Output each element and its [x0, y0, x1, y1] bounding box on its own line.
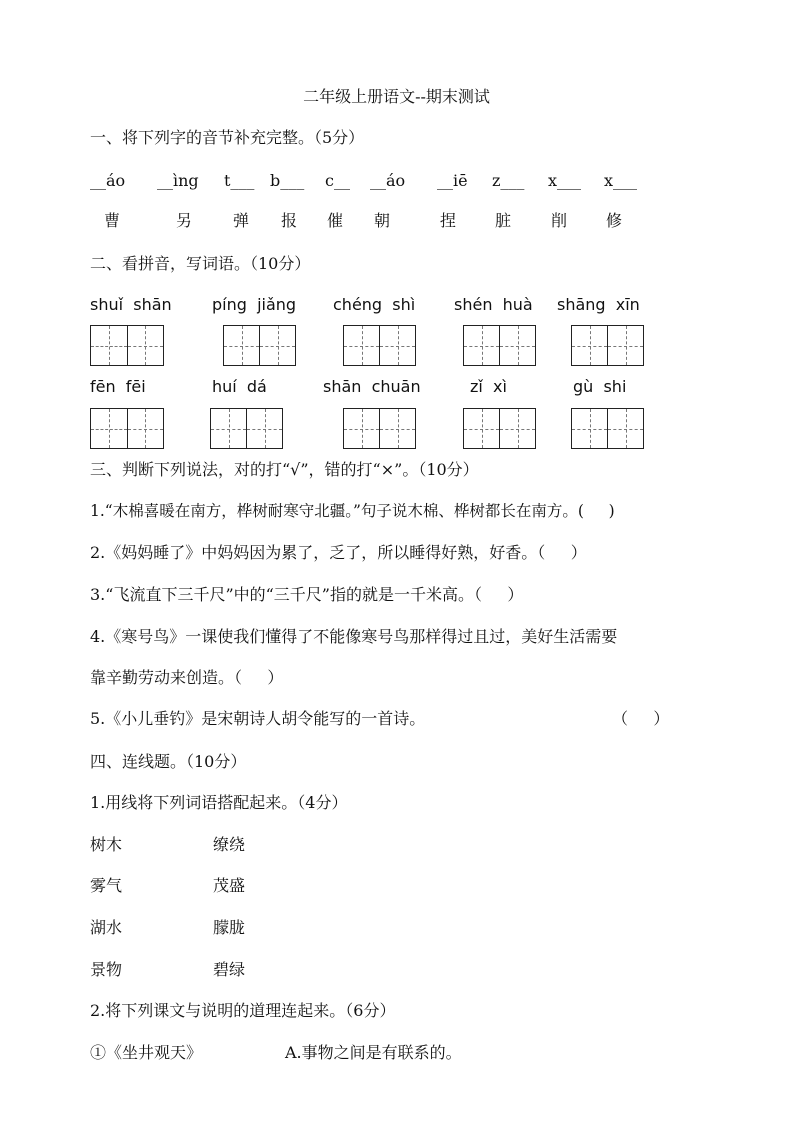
syllable-blank: c__: [325, 171, 350, 190]
answer-brackets: （ ）: [612, 709, 670, 728]
section3-heading: 三、判断下列说法，对的打“√”，错的打“×”。（10分）: [90, 460, 479, 479]
writing-grid[interactable]: [90, 325, 164, 366]
syllable-blank: __áo: [370, 171, 406, 190]
pinyin-label: shén huà: [454, 295, 533, 314]
matching-subheading: 2.将下列课文与说明的道理连起来。（6分）: [90, 1001, 396, 1020]
match-right-word[interactable]: 朦胧: [213, 918, 246, 937]
hanzi: 另: [176, 211, 193, 230]
judgment-item: 2.《妈妈睡了》中妈妈因为累了，乏了，所以睡得好熟，好香。（ ）: [90, 543, 587, 562]
syllable-blank: x___: [548, 171, 582, 190]
match-lesson[interactable]: ①《坐井观天》: [90, 1043, 203, 1062]
writing-grid[interactable]: [90, 408, 164, 449]
hanzi: 脏: [495, 211, 512, 230]
hanzi: 报: [281, 211, 298, 230]
writing-grid[interactable]: [223, 325, 296, 366]
writing-grid[interactable]: [343, 408, 416, 449]
pinyin-label: huí dá: [212, 377, 267, 396]
hanzi: 曹: [104, 211, 121, 230]
syllable-blank: __áo: [90, 171, 126, 190]
hanzi: 催: [327, 211, 344, 230]
syllable-blank: __iē: [437, 171, 468, 190]
hanzi: 捏: [440, 211, 457, 230]
match-right-word[interactable]: 缭绕: [213, 835, 246, 854]
syllable-blank: t___: [224, 171, 255, 190]
pinyin-label: shāng xīn: [557, 295, 640, 314]
match-left-word[interactable]: 雾气: [90, 876, 123, 895]
writing-grid[interactable]: [571, 408, 644, 449]
judgment-item: 5.《小儿垂钓》是宋朝诗人胡令能写的一首诗。: [90, 709, 426, 728]
section2-heading: 二、看拼音，写词语。（10分）: [90, 254, 311, 273]
hanzi: 弹: [233, 211, 250, 230]
match-right-word[interactable]: 茂盛: [213, 876, 246, 895]
hanzi: 朝: [374, 211, 391, 230]
match-left-word[interactable]: 树木: [90, 835, 123, 854]
pinyin-label: shān chuān: [323, 377, 421, 396]
section1-heading: 一、将下列字的音节补充完整。（5分）: [90, 128, 365, 147]
judgment-item: 3.“飞流直下三千尺”中的“三千尺”指的就是一千米高。（ ）: [90, 585, 524, 604]
match-reason[interactable]: A.事物之间是有联系的。: [285, 1043, 462, 1062]
judgment-item: 1.“木棉喜暖在南方，桦树耐寒守北疆。”句子说木棉、桦树都长在南方。( ): [90, 502, 615, 520]
pinyin-label: gù shi: [573, 377, 627, 396]
writing-grid[interactable]: [571, 325, 644, 366]
page-title: 二年级上册语文--期末测试: [303, 87, 490, 106]
syllable-blank: __ìng: [157, 171, 199, 190]
writing-grid[interactable]: [210, 408, 283, 449]
match-left-word[interactable]: 湖水: [90, 918, 123, 937]
pinyin-label: fēn fēi: [90, 377, 146, 396]
pinyin-label: píng jiǎng: [212, 295, 297, 314]
pinyin-label: chéng shì: [333, 295, 416, 314]
matching-subheading: 1.用线将下列词语搭配起来。（4分）: [90, 793, 348, 812]
hanzi: 削: [551, 211, 568, 230]
hanzi: 修: [606, 211, 623, 230]
writing-grid[interactable]: [463, 325, 536, 366]
writing-grid[interactable]: [463, 408, 536, 449]
match-right-word[interactable]: 碧绿: [213, 960, 246, 979]
syllable-blank: b___: [270, 171, 305, 190]
pinyin-label: zǐ xì: [470, 377, 507, 396]
section4-heading: 四、连线题。（10分）: [90, 752, 247, 771]
judgment-item: 4.《寒号鸟》一课使我们懂得了不能像寒号鸟那样得过且过，美好生活需要: [90, 627, 618, 646]
syllable-blank: x___: [604, 171, 638, 190]
judgment-item-cont: 靠辛勤劳动来创造。（ ）: [90, 668, 284, 687]
syllable-blank: z___: [492, 171, 525, 190]
pinyin-label: shuǐ shān: [90, 295, 172, 314]
match-left-word[interactable]: 景物: [90, 960, 123, 979]
writing-grid[interactable]: [343, 325, 416, 366]
